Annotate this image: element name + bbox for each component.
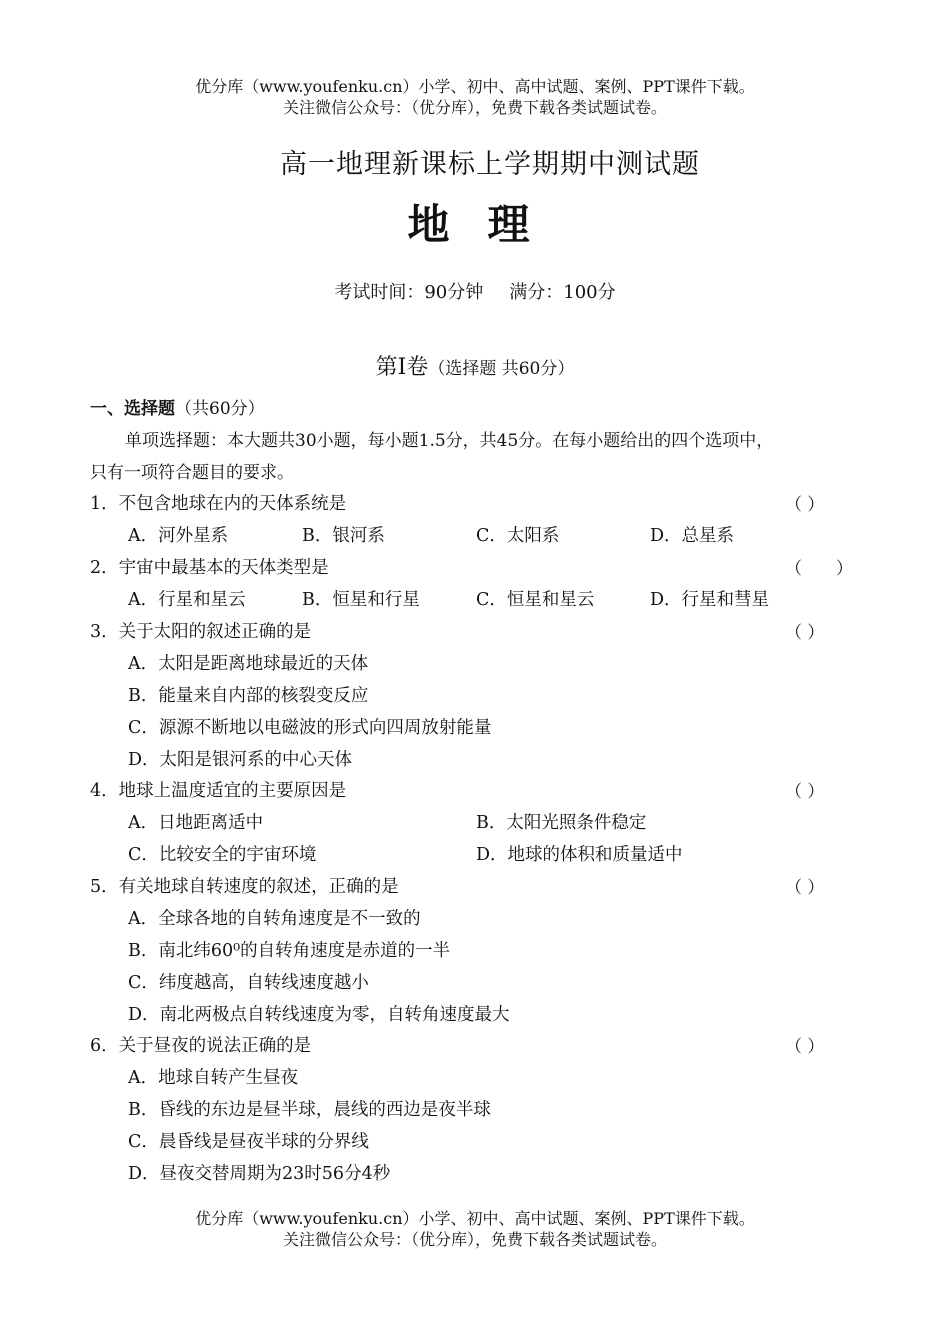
question-number: 6．	[90, 1036, 119, 1056]
option-b: B．能量来自内部的核裂变反应	[128, 686, 369, 706]
option-d: D．太阳是银河系的中心天体	[128, 750, 353, 770]
option-b: B．南北纬60⁰的自转角速度是赤道的一半	[128, 941, 451, 961]
question-number: 3．	[90, 622, 119, 642]
page-header	[0, 76, 950, 118]
question-2	[90, 554, 329, 579]
option-a: A．河外星系	[128, 526, 229, 546]
question-6	[90, 1032, 311, 1057]
option-a: A．行星和星云	[128, 590, 246, 610]
option-a: A．全球各地的自转角速度是不一致的	[128, 909, 421, 929]
exam-title: 地理	[407, 200, 568, 249]
question-stem: 有关地球自转速度的叙述，正确的是	[118, 877, 399, 897]
exam-time: 考试时间：90分钟	[334, 282, 484, 303]
question-stem: 不包含地球在内的天体系统是	[118, 494, 347, 514]
question-stem: 地球上温度适宜的主要原因是	[118, 781, 347, 801]
question-5	[90, 873, 399, 898]
option-d: D．行星和彗星	[650, 590, 770, 610]
answer-paren: （ ）	[785, 782, 825, 802]
answer-paren: （ ）	[785, 878, 825, 898]
page-footer	[0, 1208, 950, 1250]
question-number: 5．	[90, 877, 119, 897]
question-number: 4．	[90, 781, 119, 801]
question-stem: 宇宙中最基本的天体类型是	[118, 558, 329, 578]
footer-line-1: 优分库（www.youfenku.cn）小学、初中、高中试题、案例、PPT课件下载。	[195, 1209, 755, 1228]
part-heading	[0, 350, 950, 381]
section-label: 一、选择题	[90, 399, 175, 419]
option-b: B．昏线的东边是昼半球，晨线的西边是夜半球	[128, 1100, 491, 1120]
option-b: B．银河系	[302, 526, 385, 546]
header-line-2: 关注微信公众号：（优分库），免费下载各类试题试卷。	[282, 98, 667, 117]
question-stem: 关于太阳的叙述正确的是	[118, 622, 312, 642]
option-c: C．比较安全的宇宙环境	[128, 845, 317, 865]
option-b: B．太阳光照条件稳定	[476, 813, 647, 833]
option-d: D．昼夜交替周期为23时56分4秒	[128, 1164, 391, 1184]
question-number: 1．	[90, 494, 119, 514]
answer-paren: （ ）	[785, 623, 825, 643]
option-d: D．地球的体积和质量适中	[476, 845, 683, 865]
footer-line-2: 关注微信公众号：（优分库），免费下载各类试题试卷。	[282, 1230, 667, 1249]
option-a: A．日地距离适中	[128, 813, 264, 833]
question-3	[90, 618, 311, 643]
header-line-1: 优分库（www.youfenku.cn）小学、初中、高中试题、案例、PPT课件下载。	[195, 77, 755, 96]
exam-info	[0, 278, 950, 304]
option-c: C．源源不断地以电磁波的形式向四周放射能量	[128, 718, 492, 738]
option-c: C．纬度越高，自转线速度越小	[128, 973, 369, 993]
instruction-line-2: 只有一项符合题目的要求。	[90, 463, 294, 483]
section-points: （共60分）	[175, 399, 265, 419]
question-4	[90, 777, 346, 802]
exam-subtitle: 高一地理新课标上学期期中测试题	[280, 149, 700, 180]
option-c: C．太阳系	[476, 526, 560, 546]
instruction-line-1: 单项选择题：本大题共30小题，每小题1.5分，共45分。在每小题给出的四个选项中，	[125, 431, 774, 451]
part-heading-sub: （选择题 共60分）	[428, 359, 575, 379]
answer-paren: （ ）	[785, 495, 825, 515]
answer-paren: （ ）	[785, 1037, 825, 1057]
section-heading	[90, 394, 265, 419]
part-heading-main: 第Ⅰ卷	[375, 355, 429, 380]
option-a: A．地球自转产生昼夜	[128, 1068, 299, 1088]
option-c: C．晨昏线是昼夜半球的分界线	[128, 1132, 369, 1152]
question-1	[90, 490, 346, 515]
option-a: A．太阳是距离地球最近的天体	[128, 654, 369, 674]
exam-score: 满分：100分	[509, 282, 616, 303]
answer-paren: （ ）	[785, 559, 853, 579]
question-stem: 关于昼夜的说法正确的是	[118, 1036, 312, 1056]
option-d: D．南北两极点自转线速度为零，自转角速度最大	[128, 1005, 510, 1025]
option-d: D．总星系	[650, 526, 735, 546]
option-b: B．恒星和行星	[302, 590, 420, 610]
option-c: C．恒星和星云	[476, 590, 595, 610]
question-number: 2．	[90, 558, 119, 578]
